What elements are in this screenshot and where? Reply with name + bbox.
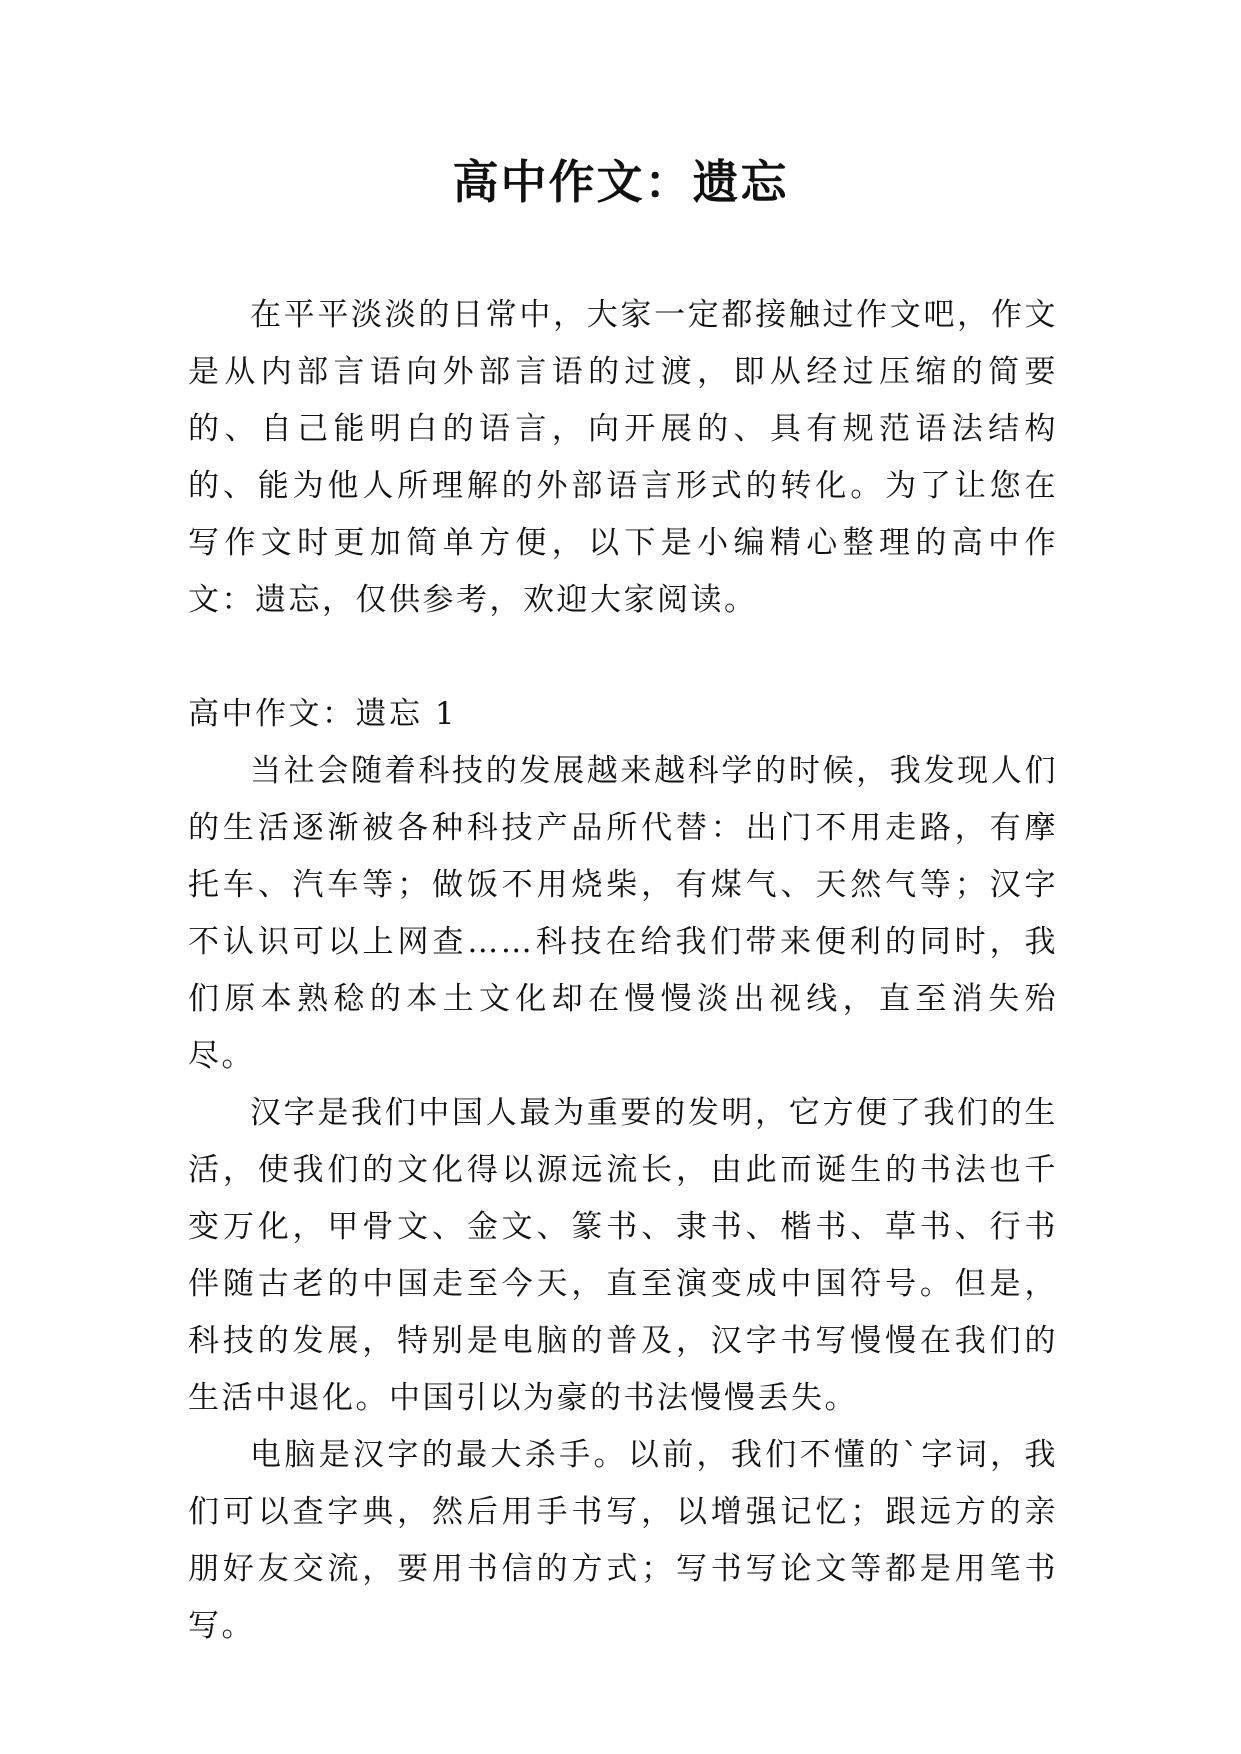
document-body xyxy=(188,287,1058,1655)
paragraph-gap xyxy=(188,629,1058,686)
page-title: 高中作文：遗忘 xyxy=(452,155,789,209)
body-paragraph-1: 当社会随着科技的发展越来越科学的时候，我发现人们的生活逐渐被各种科技产品所代替：出门不用走路，有摩托车、汽车等；做饭不用烧柴，有煤气、天然气等；汉字不认识可以上网查……科技在给我们带来便利的同时，我们原本熟稔的本土文化却在慢慢淡出视线，直至消失殆尽。 xyxy=(188,753,1058,1074)
section-heading: 高中作文：遗忘 1 xyxy=(188,696,458,732)
body-paragraph-2: 汉字是我们中国人最为重要的发明，它方便了我们的生活，使我们的文化得以源远流长，由此而诞生的书法也千变万化，甲骨文、金文、篆书、隶书、楷书、草书、行书伴随古老的中国走至今天，直至演变成中国符号。但是，科技的发展，特别是电脑的普及，汉字书写慢慢在我们的生活中退化。中国引以为豪的书法慢慢丢失。 xyxy=(188,1095,1058,1416)
intro-paragraph: 在平平淡淡的日常中，大家一定都接触过作文吧，作文是从内部言语向外部言语的过渡，即从经过压缩的简要的、自己能明白的语言，向开展的、具有规范语法结构的、能为他人所理解的外部语言形式的转化。为了让您在写作文时更加简单方便，以下是小编精心整理的高中作文：遗忘，仅供参考，欢迎大家阅读。 xyxy=(188,297,1058,618)
body-paragraph-3: 电脑是汉字的最大杀手。以前，我们不懂的`字词，我们可以查字典，然后用手书写，以增强记忆；跟远方的亲朋好友交流，要用书信的方式；写书写论文等都是用笔书写。 xyxy=(188,1437,1058,1644)
